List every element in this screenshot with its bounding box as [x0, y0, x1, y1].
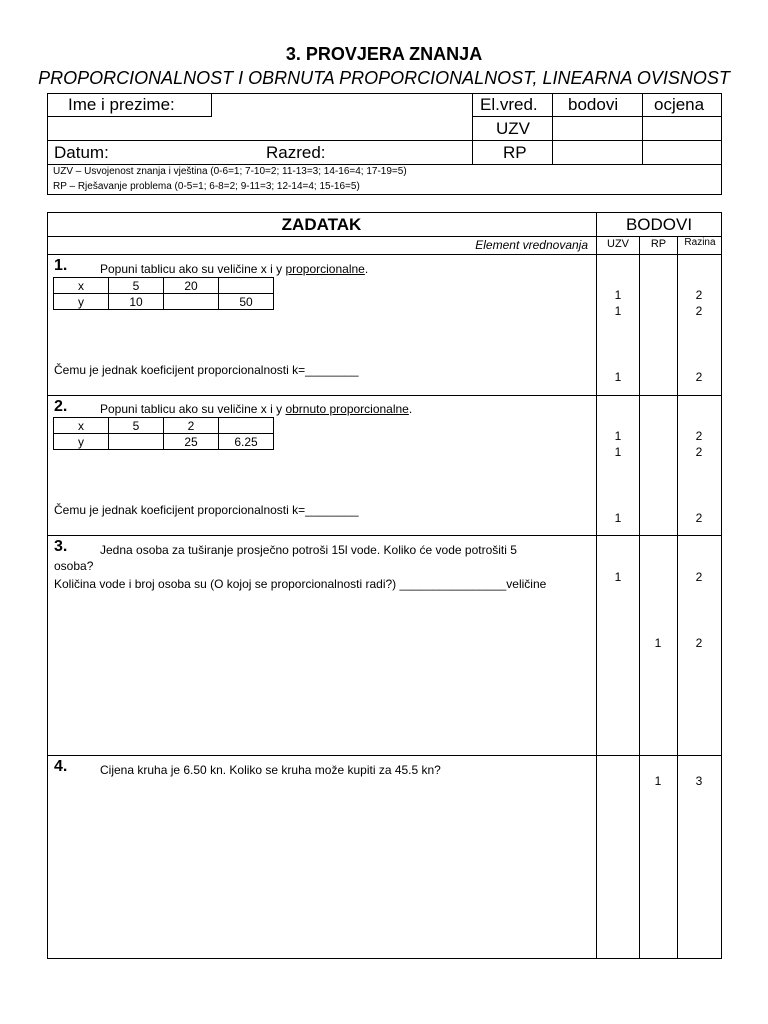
task-3-number: 3.: [54, 538, 68, 555]
task-3-text-b: osoba?: [54, 559, 94, 573]
element-label: Element vrednovanja: [475, 238, 588, 252]
task-2-uzv: 1: [614, 445, 622, 459]
task-4-number: 4.: [54, 758, 68, 775]
task-2-uzv: 1: [614, 429, 622, 443]
task-3-rp: 1: [654, 636, 662, 650]
task-1-text: Popuni tablicu ako su veličine x i y proporcionalne.: [100, 262, 369, 276]
uzv-label: UZV: [496, 119, 530, 138]
task-2-razina: 2: [695, 511, 703, 525]
task-2-number: 2.: [54, 398, 68, 415]
name-field[interactable]: [213, 95, 471, 115]
name-label: Ime i prezime:: [68, 95, 175, 114]
zadatak-header: ZADATAK: [281, 215, 362, 234]
task-1-uzv: 1: [614, 304, 622, 318]
task-1-question: Čemu je jednak koeficijent proporcionalnosti k=________: [54, 363, 359, 377]
task-3-uzv: 1: [614, 570, 622, 584]
task-1-number: 1.: [54, 257, 68, 274]
date-label: Datum:: [54, 143, 109, 162]
task-1-uzv: 1: [614, 288, 622, 302]
bodovi-label: bodovi: [568, 95, 619, 114]
task-3-text-c: Količina vode i broj osoba su (O kojoj se proporcionalnosti radi?) ________________veličine: [54, 577, 547, 591]
note-rp: RP – Rješavanje problema (0-5=1; 6-8=2; 9-11=3; 12-14=4; 15-16=5): [53, 181, 360, 192]
class-label: Razred:: [266, 143, 326, 162]
task-1-uzv: 1: [614, 370, 622, 384]
task-1-razina: 2: [695, 370, 703, 384]
note-uzv: UZV – Usvojenost znanja i vještina (0-6=1; 7-10=2; 11-13=3; 14-16=4; 17-19=5): [53, 166, 407, 177]
rp-label: RP: [503, 143, 527, 162]
col-uzv: UZV: [607, 238, 629, 250]
task-4-text: Cijena kruha je 6.50 kn. Koliko se kruha može kupiti za 45.5 kn?: [100, 763, 441, 777]
bodovi-header: BODOVI: [625, 215, 693, 234]
task-3-text-a: Jedna osoba za tuširanje prosječno potroši 15l vode. Koliko će vode potrošiti 5: [100, 543, 517, 557]
ocjena-label: ocjena: [654, 95, 705, 114]
task-2-text: Popuni tablicu ako su veličine x i y obrnuto proporcionalne.: [100, 402, 413, 416]
page-subtitle: PROPORCIONALNOST I OBRNUTA PROPORCIONALNOST, LINEARNA OVISNOST: [38, 68, 730, 88]
task-2-uzv: 1: [614, 511, 622, 525]
task-2-razina: 2: [695, 429, 703, 443]
task-2-question: Čemu je jednak koeficijent proporcionalnosti k=________: [54, 503, 359, 517]
task-1-razina: 2: [695, 304, 703, 318]
task-3-razina: 2: [695, 636, 703, 650]
el-vred-label: El.vred.: [480, 95, 538, 114]
task-2-razina: 2: [695, 445, 703, 459]
col-rp: RP: [650, 238, 667, 250]
task-1-razina: 2: [695, 288, 703, 302]
task-4-rp: 1: [654, 774, 662, 788]
col-razina: Razina: [684, 237, 716, 248]
task-2-table[interactable]: x 5 2 y 25 6.25: [53, 417, 274, 450]
task-4-razina: 3: [695, 774, 703, 788]
task-3-razina: 2: [695, 570, 703, 584]
page-title: 3. PROVJERA ZNANJA: [285, 44, 483, 64]
task-1-table[interactable]: x 5 20 y 10 50: [53, 277, 274, 310]
